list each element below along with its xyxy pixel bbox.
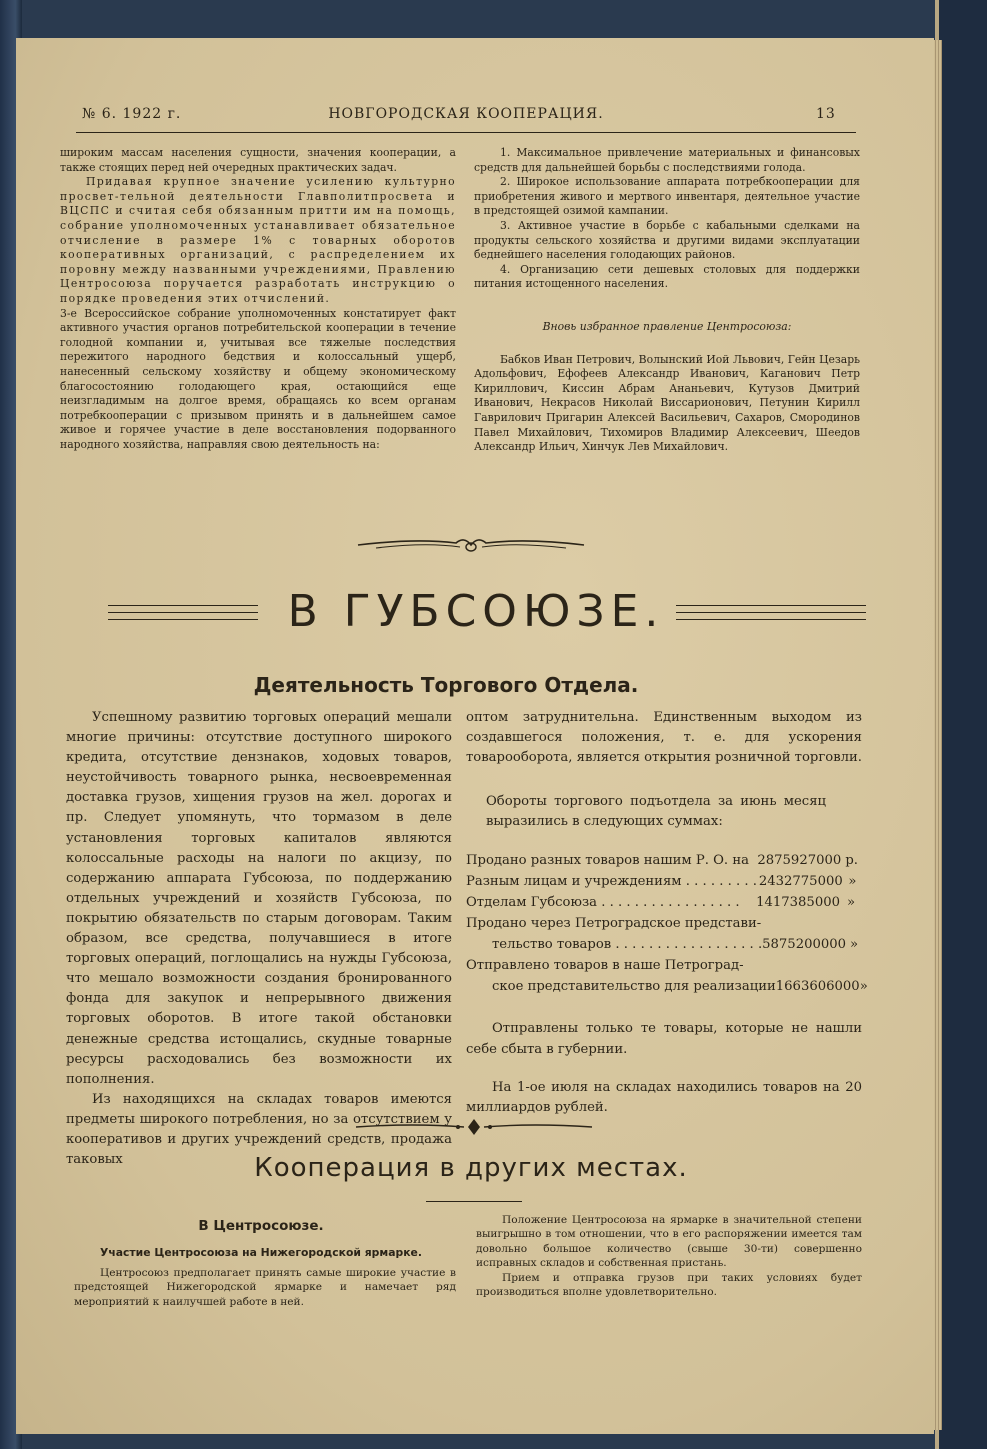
row-unit: » [846,895,856,911]
table-row [466,934,862,955]
row-unit: » [848,874,857,890]
row-label: тельство товаров . . . . . . . . . . . . . . . . . . [492,937,763,953]
row-unit [844,913,862,934]
table-row [466,976,868,997]
trade-right-column [466,708,868,1118]
row-unit: » [859,979,868,995]
fair-right-column [476,1213,862,1299]
board-heading: Вновь избранное правление Центросоюза: [542,319,792,333]
paragraph: На 1-ое июля на складах находились товаров на 20 миллиардов рублей. [466,1079,862,1115]
article-title-trade-dept: Деятельность Торгового Отдела. [253,673,639,697]
section-rule [426,1201,522,1202]
newspaper-page [16,38,934,1434]
title-rule [108,605,258,606]
paragraph: Прием и отправка грузов при таких условиях будет производиться вполне удовлетворительно. [476,1271,862,1299]
table-row [466,955,862,976]
paragraph: Придавая крупное значение усилению культурно просвет-тельной деятельности Главполитпросвета и ВЦСПС и считая себя обязанным притти им на помощь, собрание уполномоченных устанавливает обязательное отчисление в размере 1% с товарных оборотов кооперативных организаций, с распределением их поровну между названными учреждениями, Правлению Центросоюза поручается разработать инструкцию о порядке проведения этих отчислений. [60,175,456,305]
table-row [466,871,862,892]
row-unit: р. [845,853,858,869]
paragraph: оптом затруднительна. Единственным выходом из создавшегося положения, т. е. для ускорения товарооборота, является открытия розничной торговли. [466,710,862,766]
row-value: 1417385000 [756,895,840,911]
row-label: Продано через Петроградское представи- [466,916,762,932]
paragraph: Отправлены только те товары, которые не нашли себе сбыта в губернии. [466,1021,862,1057]
title-rule [676,612,866,613]
turnover-table [466,850,868,997]
top-right-column [474,146,860,455]
fair-left-column [74,1266,456,1309]
top-left-column [60,146,456,452]
title-rule [676,605,866,606]
journal-title: НОВГОРОДСКАЯ КООПЕРАЦИЯ. [328,106,604,122]
paragraph: Из находящихся на складах товаров имеются предметы широкого потребления, но за отсутствием у кооперативов и других учреждений средств, продажа таковых [66,1091,452,1168]
trade-left-column [66,708,452,1170]
table-row [466,892,862,913]
row-label: Продано разных товаров нашим Р. О. на [466,853,749,869]
row-unit [840,955,862,976]
row-label: Разным лицам и учреждениям . . . . . . . . . [466,874,757,890]
table-row [466,850,862,871]
board-members: Бабков Иван Петрович, Волынский Иой Львович, Гейн Цезарь Адольфович, Ефофеев Александр Иванович, Каганович Петр Кириллович, Киссин Абрам Ананьевич, Кутузов Дмитрий Иванович, Некрасов Николай Виссарионович, Петунин Кирилл Гаврилович Пригарин Алексей Васильевич, Сахаров, Смородинов Павел Михайлович, Тихомиров Владимир Алексеевич, Шеедов Александр Ильич, Хинчук Лев Михайлович. [474,352,860,454]
paragraph: Центросоюз предполагает принять самые широкие участие в предстоящей Нижегородской ярмарке и намечает ряд мероприятий к наилучшей работе в ней. [74,1267,456,1308]
section-title-cooperation: Кооперация в других местах. [254,1153,688,1183]
title-rule [108,619,258,620]
title-rule [108,612,258,613]
paragraph: 3-е Всероссийское собрание уполномоченных констатирует факт активного участия органов потребительской кооперации в течение голодной компании и, учитывая все тяжелые последствия пережитого народного бедствия и колоссальный ущерб, нанесенный сельскому хозяйству и общему экономическому благосостоянию голодающего края, остающийся еще неизгладимым на долгое время, обращаясь ко всем органам потребкооперации с призывом принять и в дальнейшем самое живое и горячее участие в деле восстановления подорванного народного хозяйства, направляя свою деятельность на: [60,306,456,451]
page-number: 13 [816,106,836,122]
header-rule [76,132,856,133]
list-item: 4. Организацию сети дешевых столовых для поддержки питания истощенного населения. [474,262,860,291]
row-value [761,913,843,934]
paragraph: Успешному развитию торговых операций мешали многие причины: отсутствие доступного широкого кредита, отсутствие дензнаков, ходовых товаров, неустойчивость товарного рынка, несвоевременная доставка грузов, хищения грузов на жел. дорогах и пр. Следует упомянуть, что тормазом в деле установления торговых капиталов являются колоссальные расходы на налоги по акцизу, по содержанию аппарата Губсоюза, по поддержанию отдельных учреждений и хозяйств Губсоюза, по покрытию обязательств по старым договорам. Таким образом, все средства, получавшиеся в итоге торговых операций, поглощались на нужды Губсоюза, что мешало возможности создания бронированного фонда для закупок и непрерывного движения торговых оборотов. В итоге такой обстановки денежные средства истощались, скудные товарные ресурсы расходовались без возможности их пополнения. [66,710,452,1087]
subhead-centrosoyuz: В Центросоюзе. [198,1218,324,1234]
list-item: 3. Активное участие в борьбе с кабальными сделками на продукты сельского хозяйства и другими видами эксплуатации беднейшего населения голодающих районов. [474,218,860,262]
row-value: 1663606000 [775,979,860,995]
paragraph: широким массам населения сущности, значения кооперации, а также стоящих перед ней очередных практических задач. [60,146,456,174]
row-value: 2432775000 [758,874,843,890]
ornament-divider [354,1118,594,1136]
row-label: Отправлено товаров в наше Петроград- [466,958,744,974]
row-value: 5875200000 [762,937,847,953]
section-title-gubsoyuz: В ГУБСОЮЗЕ. [287,586,665,637]
article-title-fair: Участие Центросоюза на Нижегородской ярмарке. [100,1246,422,1259]
book-binding-right [935,0,987,1449]
row-value [744,955,841,976]
list-item: 2. Широкое использование аппарата потребкооперации для приобретения живого и мертвого инвентаря, деятельное участие в предстоящей озимой кампании. [474,175,860,218]
title-rule [676,619,866,620]
row-unit: » [849,937,859,953]
table-row [466,913,862,934]
row-label: Отделам Губсоюза . . . . . . . . . . . . . . . . . [466,895,740,911]
issue-number: № 6. 1922 г. [82,106,182,122]
turnover-intro: Обороты торгового подъотдела за июнь месяц выразились в следующих суммах: [486,794,826,830]
row-label: ское представительство для реализации [492,979,776,995]
row-value: 2875927000 [757,853,842,869]
list-item: 1. Максимальное привлечение материальных и финансовых средств для дальнейшей борьбы с последствиями голода. [474,146,860,174]
ornament-divider [356,534,586,556]
paragraph: Положение Центросоюза на ярмарке в значительной степени выигрышно в том отношении, что в его распоряжении имеется там довольно большое количество (свыше 30-ти) совершенно исправных складов и собственная пристань. [476,1214,862,1270]
